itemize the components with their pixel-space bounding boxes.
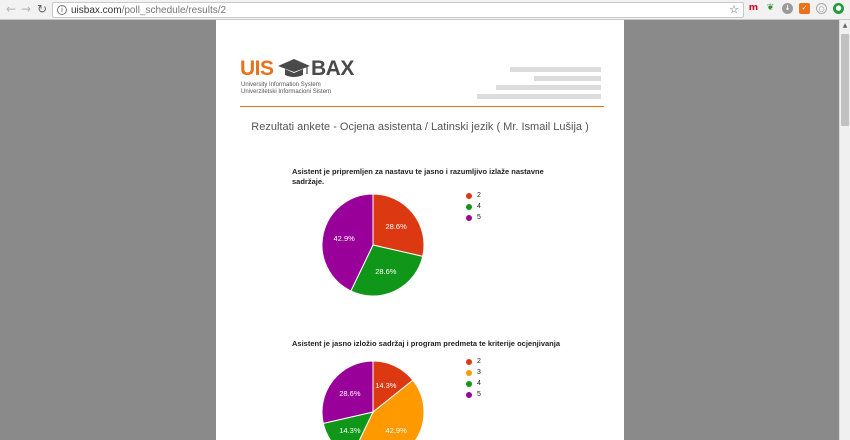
logo-subtitle-bs: Univerzitetski Informacioni Sistem bbox=[241, 89, 332, 95]
extension-download-icon[interactable]: ↓ bbox=[782, 3, 793, 14]
extension-leaf-icon[interactable]: ❦ bbox=[766, 3, 775, 13]
question-2-title: Asistent je jasno izložio sadržaj i program predmeta te kriterije ocjenjivanja bbox=[292, 339, 561, 348]
graduation-cap-icon bbox=[276, 58, 312, 78]
pie-value-label: 14.3% bbox=[339, 425, 361, 435]
logo-mark bbox=[240, 56, 354, 82]
browser-toolbar bbox=[0, 0, 850, 20]
legend-label: 2 bbox=[477, 358, 481, 365]
url-path: /poll_schedule/results/2 bbox=[121, 5, 227, 16]
logo-subtitle-en: University Information System bbox=[241, 82, 321, 88]
legend-swatch bbox=[466, 215, 472, 221]
legend-label: 5 bbox=[477, 391, 481, 398]
report-page bbox=[216, 20, 624, 440]
legend-swatch bbox=[466, 193, 472, 199]
legend-swatch bbox=[466, 392, 472, 398]
vertical-scrollbar[interactable] bbox=[839, 20, 850, 440]
header-placeholder-bar bbox=[534, 76, 601, 81]
legend-label: 3 bbox=[477, 369, 481, 376]
legend-swatch bbox=[466, 359, 472, 365]
pie-value-label: 42.9% bbox=[385, 425, 407, 435]
header-placeholder-bar bbox=[496, 85, 601, 90]
pie-chart-2 bbox=[320, 359, 426, 440]
url-host: uisbax.com bbox=[71, 5, 122, 16]
extension-circle-icon[interactable]: ○ bbox=[816, 3, 827, 14]
info-icon[interactable]: i bbox=[57, 5, 67, 15]
legend-label: 4 bbox=[477, 380, 481, 387]
pie-value-label: 28.6% bbox=[339, 389, 361, 399]
address-bar[interactable] bbox=[52, 2, 744, 18]
back-icon[interactable]: ← bbox=[5, 2, 17, 16]
extension-m-label: m bbox=[748, 3, 759, 13]
pie-value-label: 14.3% bbox=[375, 380, 397, 390]
scroll-up-icon[interactable]: ▲ bbox=[842, 22, 848, 29]
legend-label: 5 bbox=[477, 214, 481, 221]
header-placeholder-bar bbox=[510, 67, 601, 72]
extension-m-icon[interactable] bbox=[748, 3, 759, 14]
extension-orange-icon[interactable]: ✓ bbox=[799, 3, 810, 14]
legend-label: 2 bbox=[477, 192, 481, 199]
legend-swatch bbox=[466, 381, 472, 387]
pie-chart-1 bbox=[320, 192, 426, 298]
logo-uis-text: UIS bbox=[240, 57, 274, 80]
reload-icon[interactable]: ↻ bbox=[36, 2, 48, 16]
question-1-title: Asistent je pripremljen za nastavu te jasno i razumljivo izlaže nastavne sadržaje. bbox=[292, 167, 544, 186]
logo-bax-text: BAX bbox=[311, 57, 354, 80]
header-divider bbox=[240, 106, 604, 107]
pie-value-label: 28.6% bbox=[375, 267, 397, 277]
forward-icon[interactable]: → bbox=[20, 2, 32, 16]
bookmark-star-icon[interactable]: ☆ bbox=[729, 3, 739, 16]
extension-green-icon[interactable]: ● bbox=[833, 3, 844, 14]
url-text[interactable] bbox=[71, 4, 226, 17]
legend-swatch bbox=[466, 370, 472, 376]
pie-value-label: 28.6% bbox=[385, 222, 407, 232]
scrollbar-thumb[interactable] bbox=[841, 34, 849, 126]
page-title: Rezultati ankete - Ocjena asistenta / Latinski jezik ( Mr. Ismail Lušija ) bbox=[251, 121, 589, 133]
header-placeholder-bar bbox=[477, 94, 601, 99]
uisbax-logo bbox=[240, 56, 354, 96]
legend-label: 4 bbox=[477, 203, 481, 210]
legend-swatch bbox=[466, 204, 472, 210]
pie-value-label: 42.9% bbox=[333, 233, 355, 243]
